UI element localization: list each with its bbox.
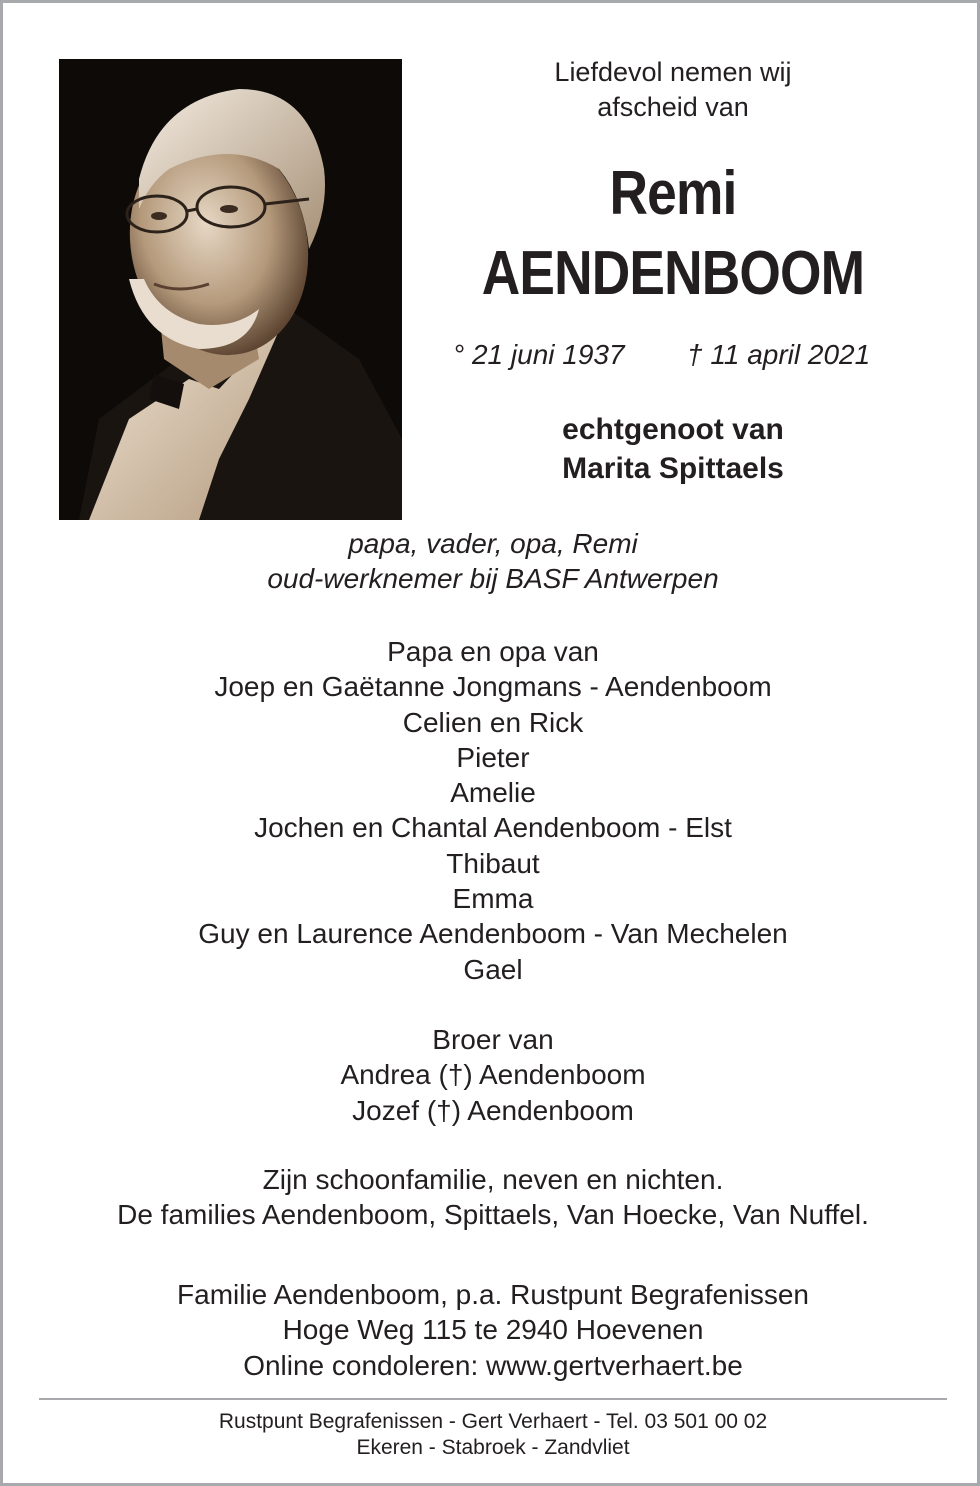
footer-divider — [39, 1398, 947, 1400]
child-line: Pieter — [456, 741, 530, 773]
contact-line: Familie Aendenboom, p.a. Rustpunt Begrafenissen — [177, 1279, 809, 1310]
children-block — [3, 634, 980, 987]
footer-line: Ekeren - Stabroek - Zandvliet — [356, 1436, 630, 1459]
contact-block — [3, 1277, 980, 1383]
child-line: Gael — [463, 953, 523, 985]
roles-block — [3, 526, 980, 597]
child-line: Celien en Rick — [402, 706, 584, 738]
children-heading: Papa en opa van — [387, 636, 599, 667]
deceased-first-name: Remi — [609, 159, 737, 228]
child-line: Thibaut — [446, 847, 540, 879]
birth-date: ° 21 juni 1937 — [453, 339, 625, 370]
child-line: Emma — [452, 883, 534, 915]
family-line: De families Aendenboom, Spittaels, Van Hoecke, Van Nuffel. — [117, 1199, 869, 1231]
sibling-line: Andrea (†) Aendenboom — [340, 1059, 646, 1091]
family-line: Zijn schoonfamilie, neven en nichten. — [262, 1164, 724, 1195]
child-line: Amelie — [450, 777, 536, 809]
intro-text — [423, 55, 923, 125]
portrait-photo — [59, 59, 402, 520]
spouse-block — [423, 410, 923, 488]
portrait-illustration — [59, 59, 402, 520]
role-line: papa, vader, opa, Remi — [348, 528, 638, 559]
siblings-heading: Broer van — [432, 1024, 554, 1055]
child-line: Jochen en Chantal Aendenboom - Elst — [254, 812, 732, 844]
siblings-block — [3, 1022, 980, 1128]
role-line: oud-werknemer bij BASF Antwerpen — [267, 563, 719, 595]
family-block — [3, 1162, 980, 1233]
sibling-line: Jozef (†) Aendenboom — [352, 1094, 634, 1126]
footer — [3, 1409, 980, 1461]
footer-line: Rustpunt Begrafenissen - Gert Verhaert - Tel. 03 501 00 02 — [218, 1410, 768, 1433]
intro-line: afscheid van — [597, 92, 749, 122]
contact-line: Hoge Weg 115 te 2940 Hoevenen — [282, 1314, 704, 1346]
child-line: Joep en Gaëtanne Jongmans - Aendenboom — [214, 671, 772, 703]
spouse-line: echtgenoot van — [562, 413, 784, 446]
intro-line: Liefdevol nemen wij — [554, 57, 792, 87]
spouse-line: Marita Spittaels — [562, 452, 784, 485]
condolence-link[interactable]: Online condoleren: www.gertverhaert.be — [243, 1349, 743, 1381]
deceased-last-name: AENDENBOOM — [481, 239, 865, 308]
death-date: † 11 april 2021 — [687, 339, 871, 370]
child-line: Guy en Laurence Aendenboom - Van Mechelen — [198, 918, 788, 950]
